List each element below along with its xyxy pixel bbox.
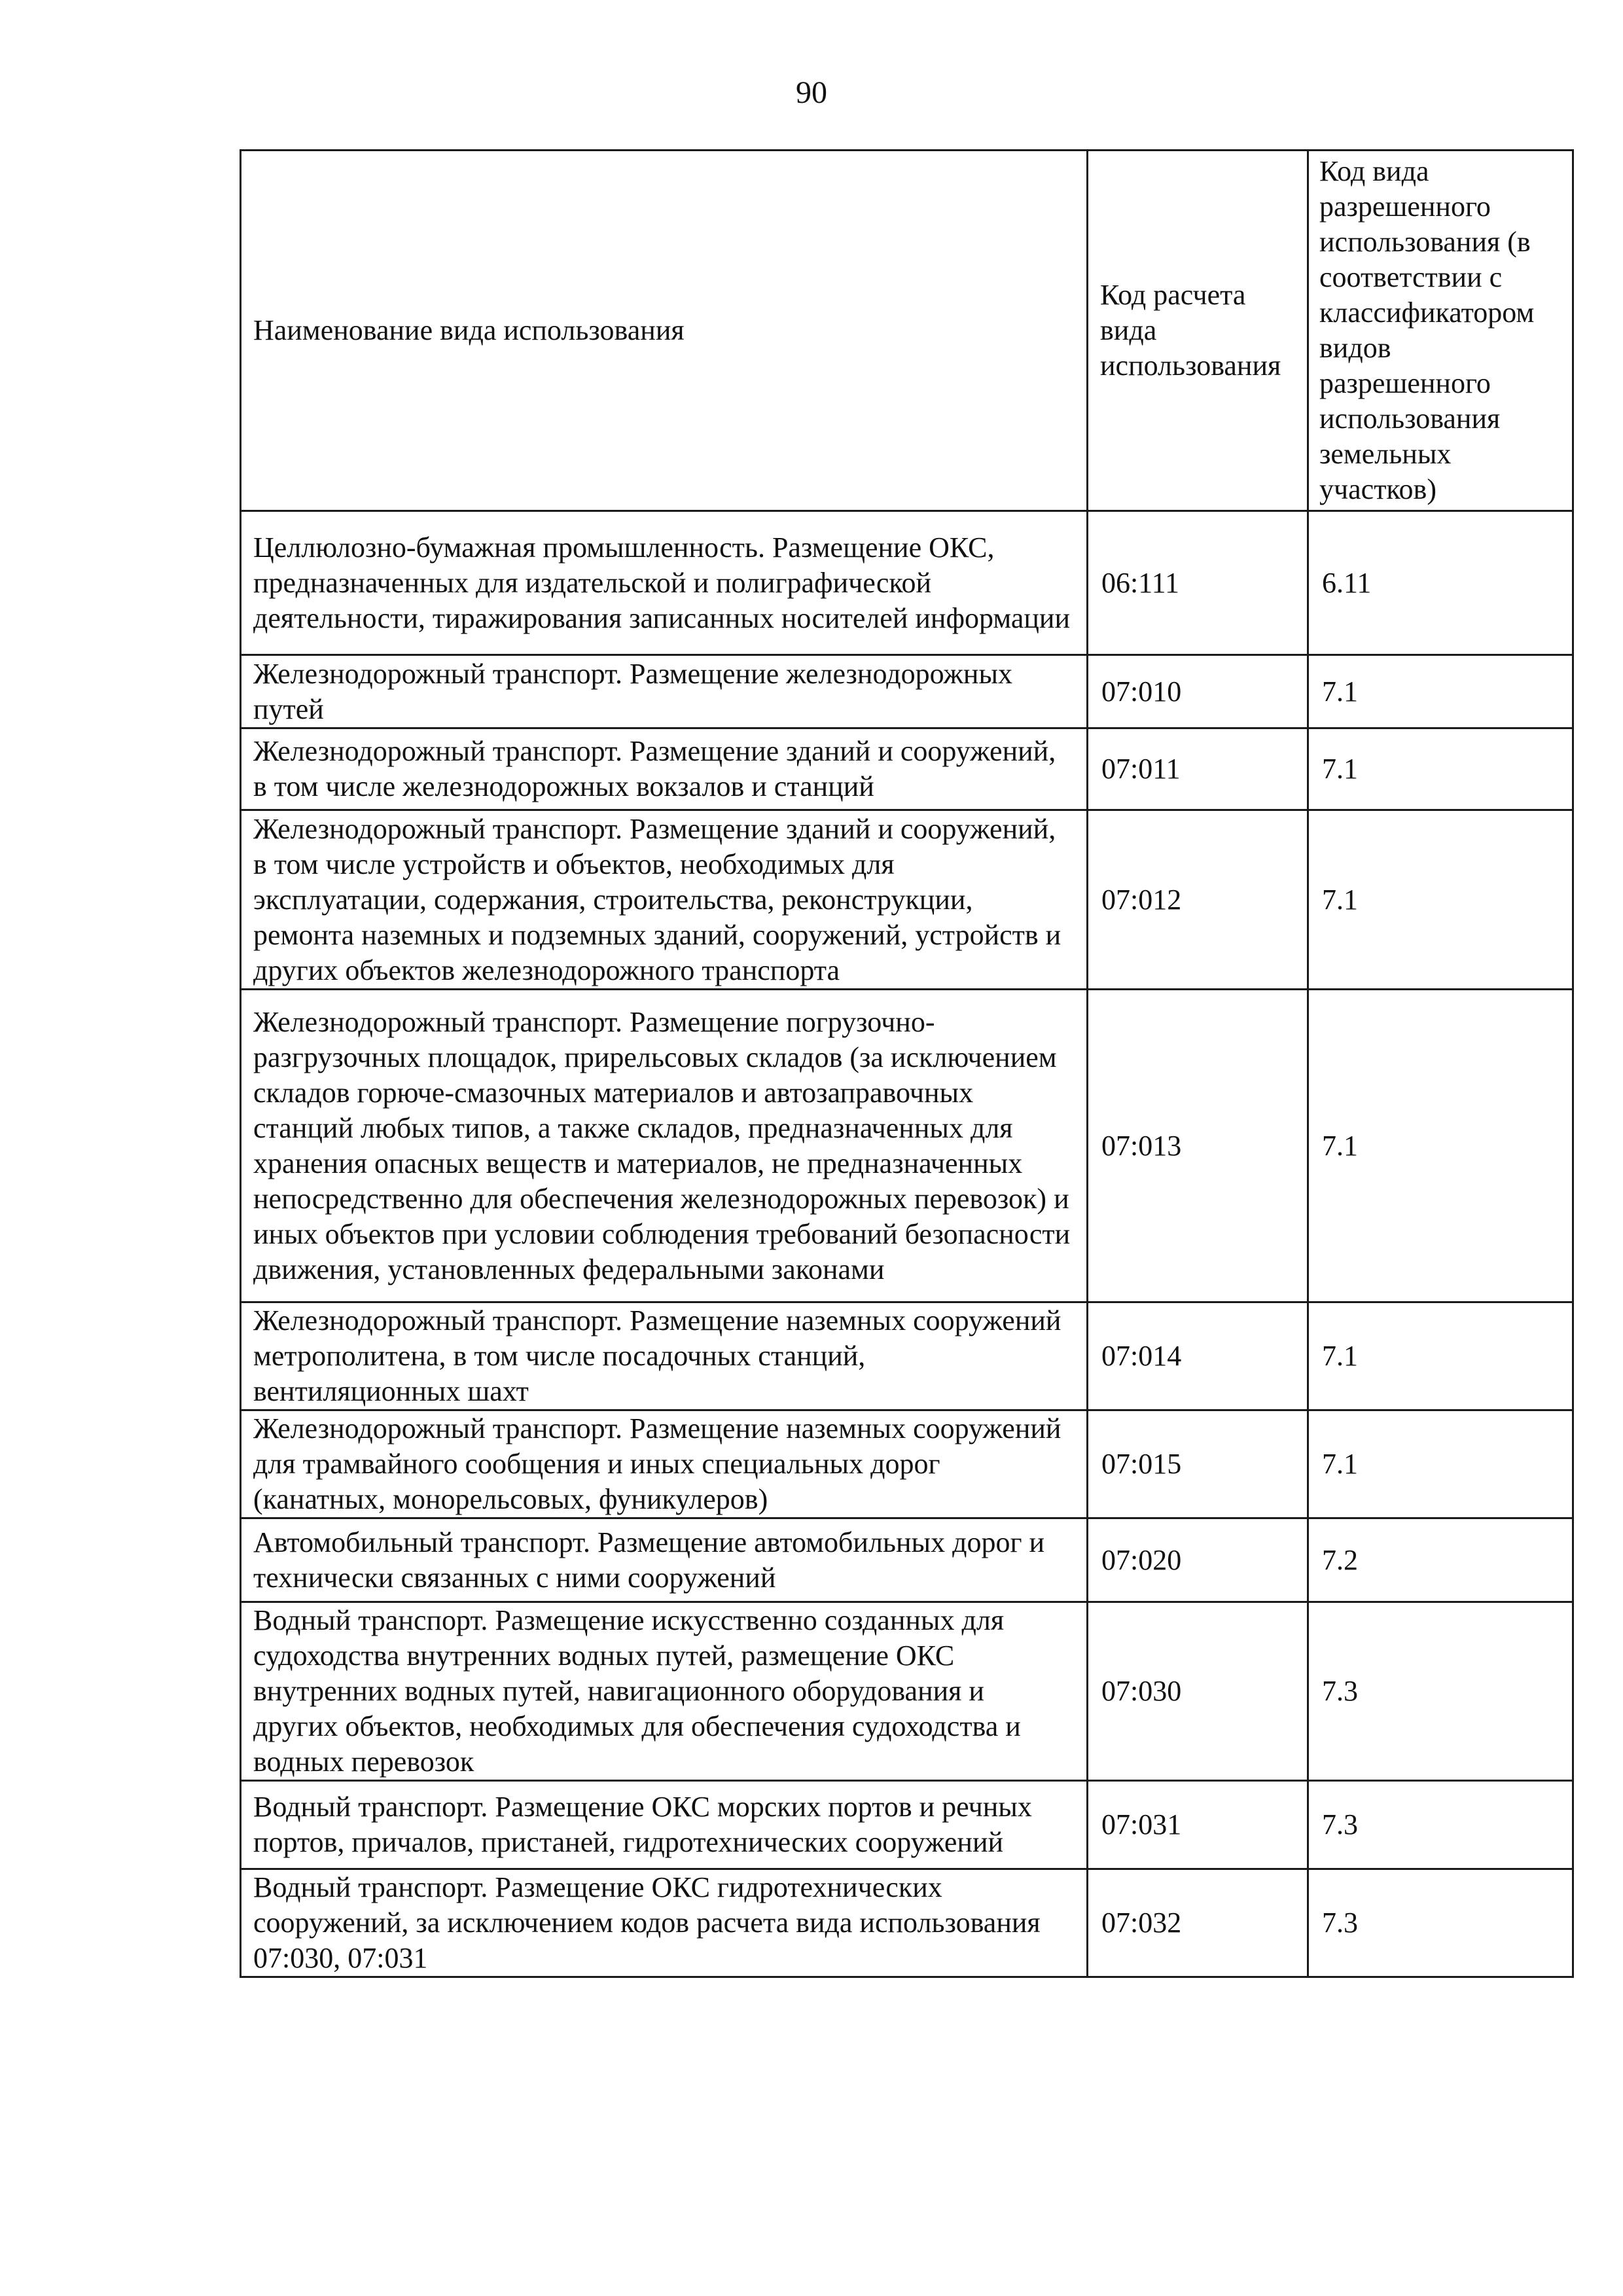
row-class-code: 7.2	[1308, 1518, 1573, 1602]
row-class-code: 7.1	[1308, 1302, 1573, 1410]
page-number: 90	[796, 75, 827, 110]
row-class-code: 7.3	[1308, 1781, 1573, 1869]
table-row	[241, 990, 1573, 1302]
row-calc-code: 07:020	[1088, 1518, 1308, 1602]
row-calc-code: 07:030	[1088, 1602, 1308, 1781]
row-calc-code: 07:011	[1088, 728, 1308, 810]
row-class-code: 7.3	[1308, 1602, 1573, 1781]
row-calc-code: 07:031	[1088, 1781, 1308, 1869]
row-class-code: 7.1	[1308, 655, 1573, 728]
table-row	[241, 1869, 1573, 1977]
table-header-row	[241, 151, 1573, 511]
row-name: Железнодорожный транспорт. Размещение зданий и сооружений, в том числе железнодорожных вокзалов и станций	[241, 728, 1088, 810]
row-calc-code: 07:010	[1088, 655, 1308, 728]
header-class-code: Код вида разрешенного использования (в соответствии с классификатором видов разрешенного использования земельных участков)	[1308, 151, 1573, 511]
row-name: Железнодорожный транспорт. Размещение погрузочно-разгрузочных площадок, прирельсовых складов (за исключением складов горюче-смазочных материалов и автозаправочных станций любых типов, а также складов, предназначенных для хранения опасных веществ и материалов, не предназначенных непосредственно для обеспечения железнодорожных перевозок) и иных объектов при условии соблюдения требований безопасности движения, установленных федеральными законами	[241, 990, 1088, 1302]
header-name: Наименование вида использования	[241, 151, 1088, 511]
row-class-code: 6.11	[1308, 511, 1573, 655]
row-class-code: 7.1	[1308, 728, 1573, 810]
row-calc-code: 06:111	[1088, 511, 1308, 655]
row-name: Автомобильный транспорт. Размещение автомобильных дорог и технически связанных с ними сооружений	[241, 1518, 1088, 1602]
header-calc-code: Код расчета вида использования	[1088, 151, 1308, 511]
row-calc-code: 07:013	[1088, 990, 1308, 1302]
table-row	[241, 655, 1573, 728]
table-row	[241, 1602, 1573, 1781]
row-name: Железнодорожный транспорт. Размещение наземных сооружений метрополитена, в том числе посадочных станций, вентиляционных шахт	[241, 1302, 1088, 1410]
row-class-code: 7.1	[1308, 1410, 1573, 1518]
row-name: Железнодорожный транспорт. Размещение наземных сооружений для трамвайного сообщения и иных специальных дорог (канатных, монорельсовых, фуникулеров)	[241, 1410, 1088, 1518]
row-calc-code: 07:012	[1088, 810, 1308, 990]
row-name: Железнодорожный транспорт. Размещение железнодорожных путей	[241, 655, 1088, 728]
row-name: Водный транспорт. Размещение искусственно созданных для судоходства внутренних водных путей, размещение ОКС внутренних водных путей, навигационного оборудования и других объектов, необходимых для обеспечения судоходства и водных перевозок	[241, 1602, 1088, 1781]
row-calc-code: 07:014	[1088, 1302, 1308, 1410]
table-row	[241, 1302, 1573, 1410]
table-row	[241, 1781, 1573, 1869]
row-class-code: 7.3	[1308, 1869, 1573, 1977]
row-name: Водный транспорт. Размещение ОКС гидротехнических сооружений, за исключением кодов расчета вида использования 07:030, 07:031	[241, 1869, 1088, 1977]
table-row	[241, 1518, 1573, 1602]
row-class-code: 7.1	[1308, 990, 1573, 1302]
row-class-code: 7.1	[1308, 810, 1573, 990]
row-name: Целлюлозно-бумажная промышленность. Размещение ОКС, предназначенных для издательской и полиграфической деятельности, тиражирования записанных носителей информации	[241, 511, 1088, 655]
row-calc-code: 07:032	[1088, 1869, 1308, 1977]
row-name: Водный транспорт. Размещение ОКС морских портов и речных портов, причалов, пристаней, гидротехнических сооружений	[241, 1781, 1088, 1869]
table-row	[241, 1410, 1573, 1518]
table-row	[241, 728, 1573, 810]
land-use-table	[240, 149, 1574, 1978]
table-row	[241, 810, 1573, 990]
row-name: Железнодорожный транспорт. Размещение зданий и сооружений, в том числе устройств и объектов, необходимых для эксплуатации, содержания, строительства, реконструкции, ремонта наземных и подземных зданий, сооружений, устройств и других объектов железнодорожного транспорта	[241, 810, 1088, 990]
row-calc-code: 07:015	[1088, 1410, 1308, 1518]
table-row	[241, 511, 1573, 655]
